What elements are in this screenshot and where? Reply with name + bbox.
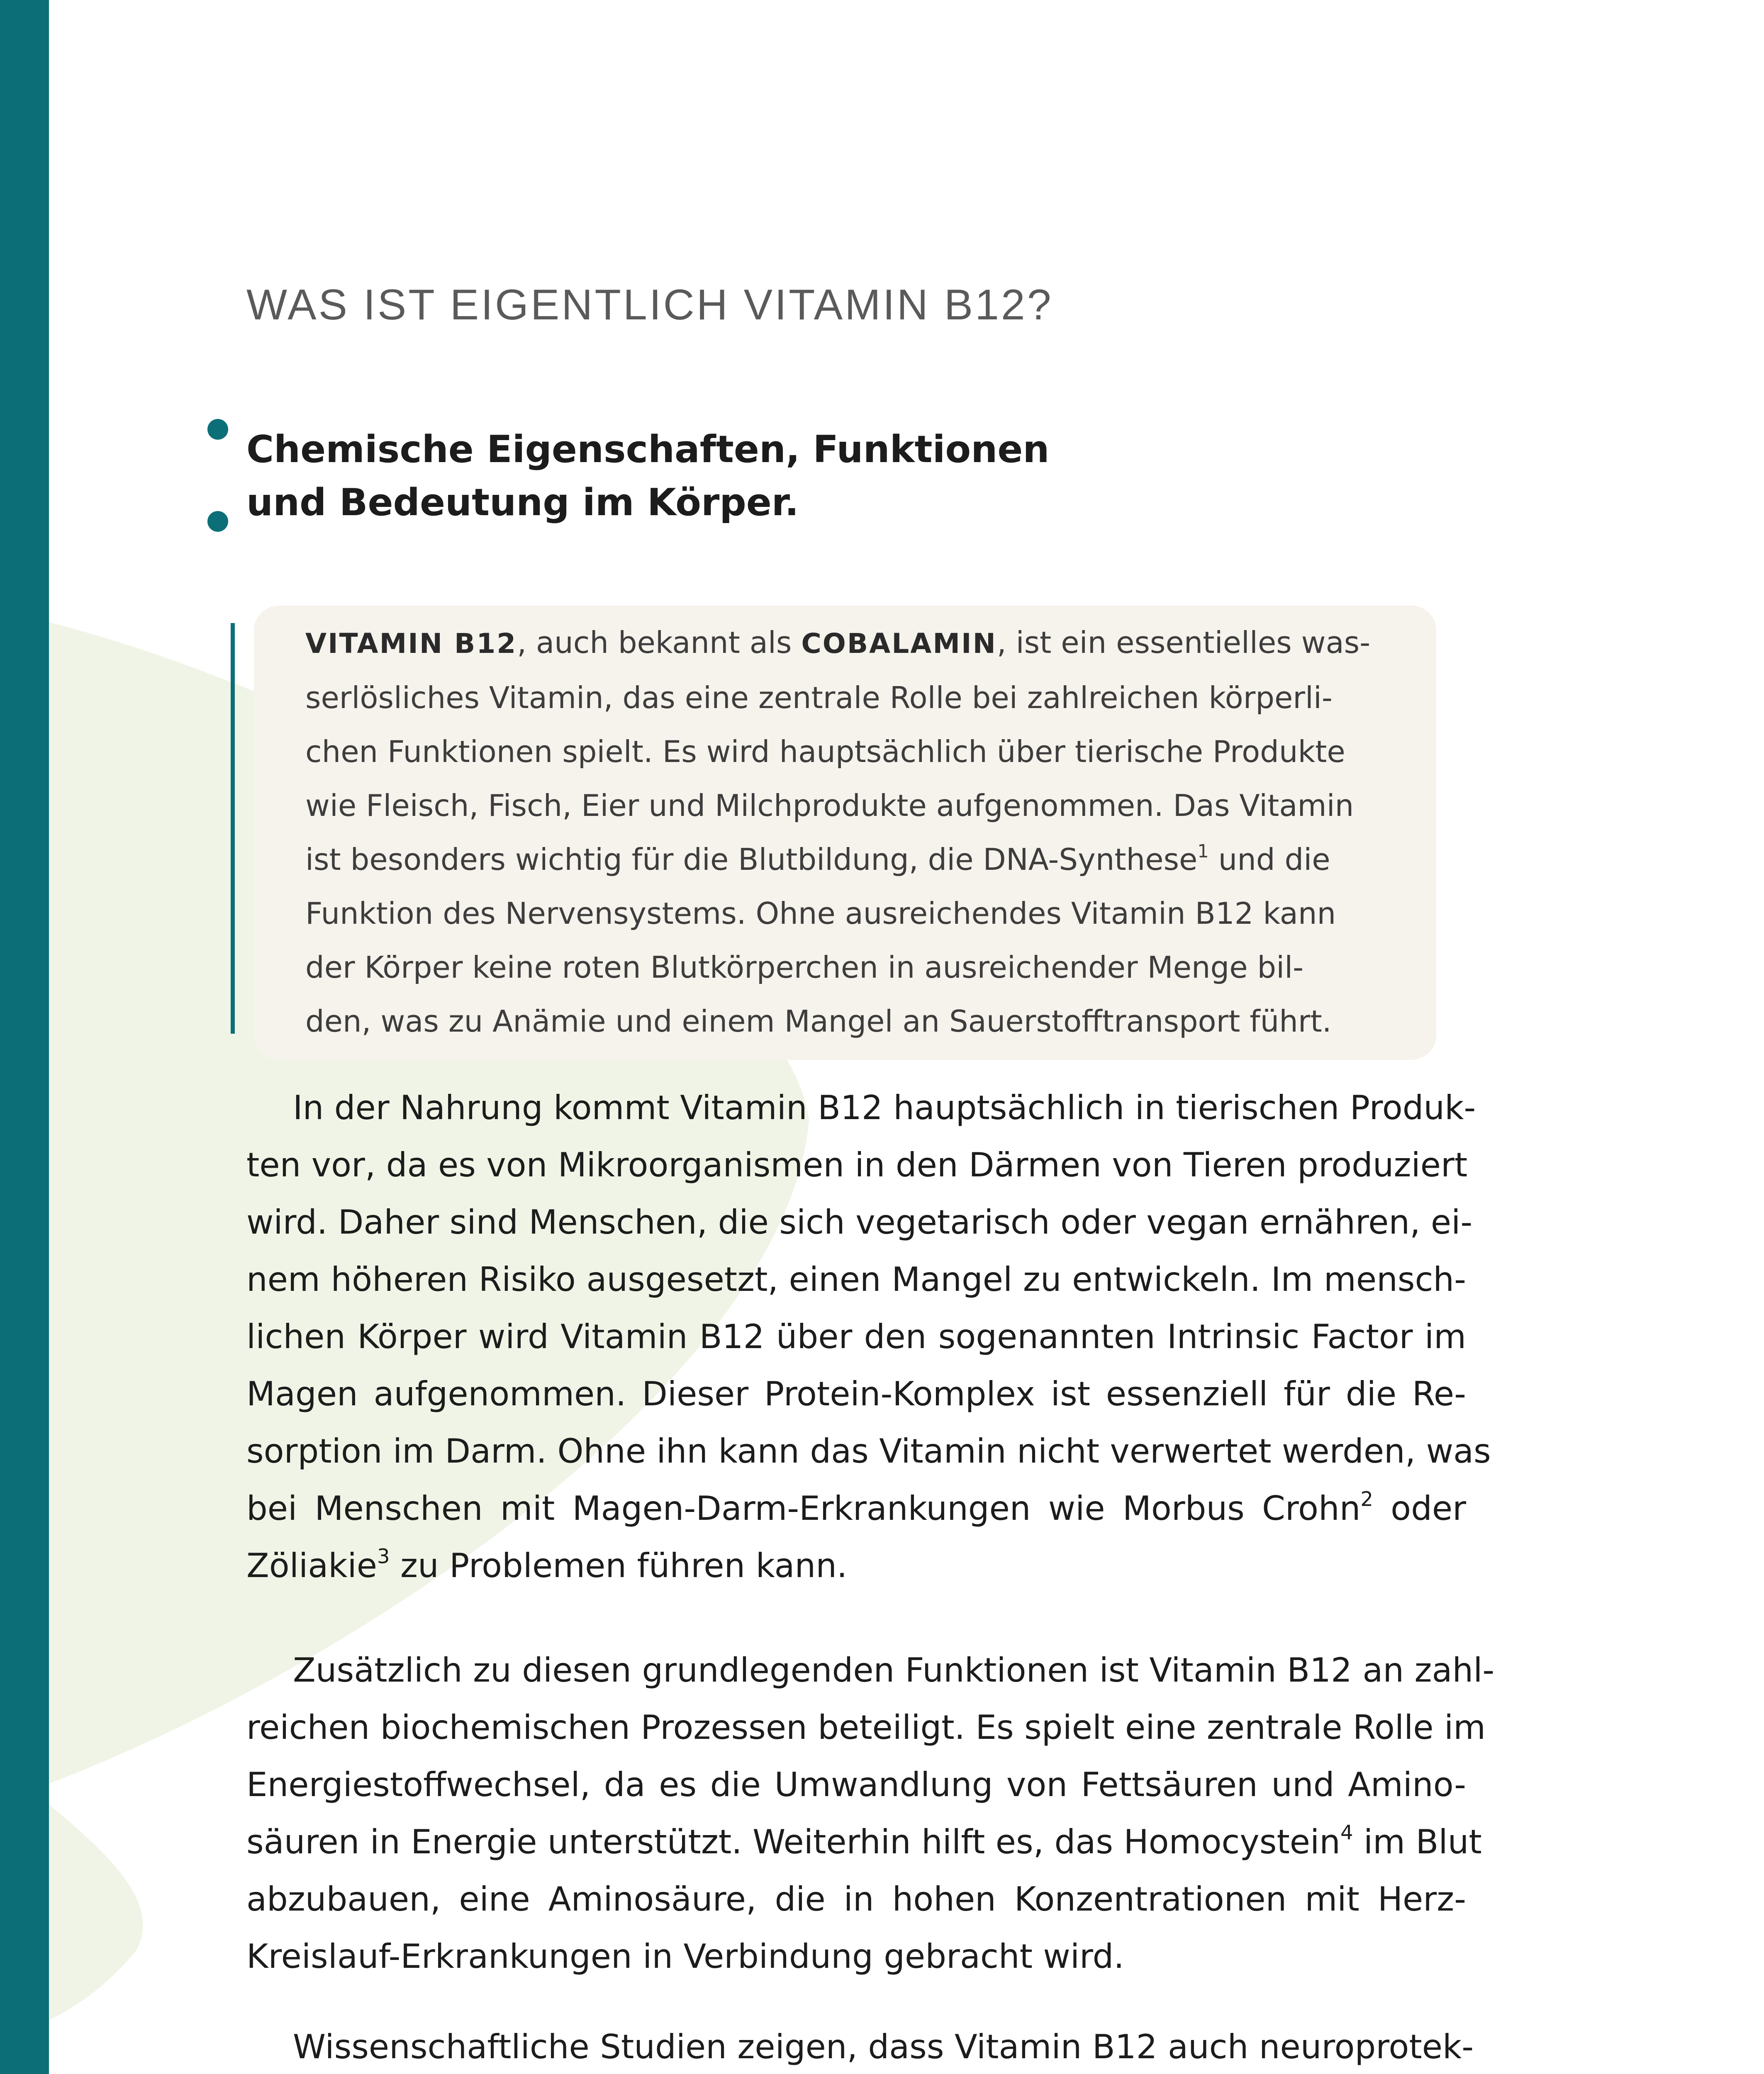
callout-rule	[231, 623, 235, 1034]
body-paragraph	[246, 1079, 1491, 1594]
paragraph-line: sorption im Darm. Ohne ihn kann das Vitamin nicht verwertet werden, was	[246, 1432, 1491, 1470]
body-paragraph	[246, 1642, 1495, 1985]
callout-text	[305, 616, 1370, 1048]
callout-line: der Körper keine roten Blutkörperchen in ausreichender Menge bil-	[305, 950, 1304, 985]
footnote-marker: 1	[1197, 841, 1209, 862]
footnote-marker: 2	[1360, 1487, 1373, 1511]
footnote-marker: 3	[377, 1545, 390, 1568]
paragraph-line: nem höheren Risiko ausgesetzt, einen Mangel zu entwickeln. Im mensch-	[246, 1260, 1466, 1299]
body-paragraph	[246, 2018, 1474, 2074]
paragraph-line: Zöliakie$^3$ zu Problemen führen kann.	[246, 1545, 848, 1585]
paragraph-line: bei Menschen mit Magen-Darm-Erkrankungen wie Morbus Crohn$^2$ oder	[246, 1487, 1467, 1528]
callout-line: den, was zu Anämie und einem Mangel an Sauerstofftransport führt.	[305, 1004, 1332, 1039]
paragraph-line: reichen biochemischen Prozessen beteiligt. Es spielt eine zentrale Rolle im	[246, 1708, 1486, 1747]
subheading-line: und Bedeutung im Körper.	[246, 481, 799, 524]
section-subheading	[246, 423, 1049, 529]
paragraph-line: ten vor, da es von Mikroorganismen in den Därmen von Tieren produziert	[246, 1146, 1468, 1184]
callout-line: chen Funktionen spielt. Es wird hauptsächlich über tierische Produkte	[305, 734, 1345, 769]
paragraph-line: lichen Körper wird Vitamin B12 über den sogenannten Intrinsic Factor im	[246, 1317, 1466, 1356]
callout-line: wie Fleisch, Fisch, Eier und Milchprodukte aufgenommen. Das Vitamin	[305, 788, 1354, 823]
callout-term: COBALAMIN	[801, 628, 997, 660]
paragraph-line: Kreislauf-Erkrankungen in Verbindung gebracht wird.	[246, 1937, 1124, 1976]
paragraph-line: abzubauen, eine Aminosäure, die in hohen Konzentrationen mit Herz-	[246, 1880, 1466, 1918]
footnote-marker: 4	[1340, 1821, 1353, 1845]
callout-line: VITAMIN B12, auch bekannt als COBALAMIN, ist ein essentielles was-	[305, 625, 1371, 660]
page-heading: WAS IST EIGENTLICH VITAMIN B12?	[246, 281, 1053, 329]
bullet-dot-icon	[207, 511, 228, 532]
paragraph-line: Energiestoffwechsel, da es die Umwandlung von Fettsäuren und Amino-	[246, 1765, 1466, 1804]
paragraph-line: wird. Daher sind Menschen, die sich vegetarisch oder vegan ernähren, ei-	[246, 1203, 1473, 1241]
paragraph-line: Zusätzlich zu diesen grundlegenden Funktionen ist Vitamin B12 an zahl-	[293, 1651, 1495, 1689]
callout-term: VITAMIN B12	[305, 628, 517, 660]
callout-line: Funktion des Nervensystems. Ohne ausreichendes Vitamin B12 kann	[305, 896, 1336, 931]
paragraph-line: säuren in Energie unterstützt. Weiterhin hilft es, das Homocystein$^4$ im Blut	[246, 1821, 1482, 1861]
paragraph-line: In der Nahrung kommt Vitamin B12 hauptsächlich in tierischen Produk-	[293, 1088, 1476, 1127]
paragraph-line: Magen aufgenommen. Dieser Protein-Komplex ist essenziell für die Re-	[246, 1375, 1466, 1413]
callout-line: ist besonders wichtig für die Blutbildung, die DNA-Synthese$^1$ und die	[305, 841, 1330, 877]
callout-line: serlösliches Vitamin, das eine zentrale Rolle bei zahlreichen körperli-	[305, 680, 1333, 715]
subheading-line: Chemische Eigenschaften, Funktionen	[246, 428, 1050, 471]
paragraph-line: Wissenschaftliche Studien zeigen, dass Vitamin B12 auch neuroprotek-	[293, 2028, 1474, 2066]
bullet-dot-icon	[207, 419, 228, 440]
